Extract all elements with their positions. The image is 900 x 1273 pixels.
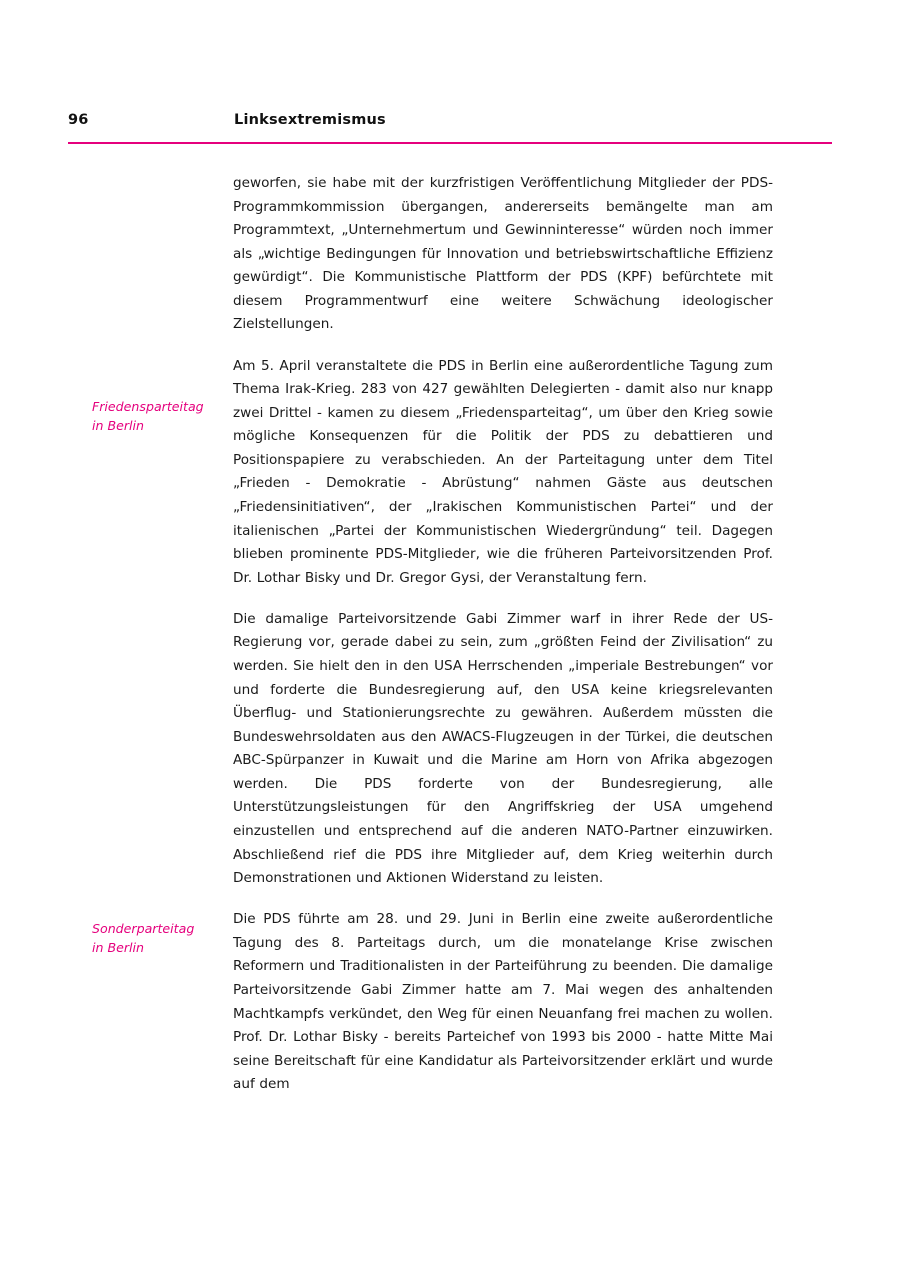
page-header — [68, 112, 832, 144]
body-paragraph: geworfen, sie habe mit der kurzfristigen Veröffentlichung Mitglieder der PDS-Programmkommission übergangen, andererseits bemängelte man am Programmtext, „Unternehmertum und Gewinninteresse“ würden noch immer als „wichtige Bedingungen für Innovation und betriebswirtschaftliche Effizienz gewürdigt“. Die Kommunistische Plattform der PDS (KPF) befürchtete mit diesem Programmentwurf eine weitere Schwächung ideologischer Zielstellungen. — [233, 175, 773, 333]
body-text-column — [233, 172, 773, 1097]
margin-note-friedensparteitag: Friedensparteitag in Berlin — [92, 399, 204, 434]
body-paragraph: Die damalige Parteivorsitzende Gabi Zimmer warf in ihrer Rede der US-Regierung vor, gerade dabei zu sein, zum „größten Feind der Zivilisation“ zu werden. Sie hielt den in den USA Herrschenden „imperiale Bestrebungen“ vor und forderte die Bundesregierung auf, den USA keine kriegsrelevanten Überflug- und Stationierungsrechte zu gewähren. Außerdem müssten die Bundeswehrsoldaten aus den AWACS-Flugzeugen in der Türkei, die deutschen ABC-Spürpanzer in Kuwait und die Marine am Horn von Afrika abgezogen werden. Die PDS forderte von der Bundesregierung, alle Unterstützungsleistungen für den Angriffskrieg der USA umgehend einzustellen und entsprechend auf die anderen NATO-Partner einzuwirken. Abschließend rief die PDS ihre Mitglieder auf, dem Krieg weiterhin durch Demonstrationen und Aktionen Widerstand zu leisten. — [233, 610, 773, 887]
page-number: 96 — [68, 112, 89, 128]
margin-note-sonderparteitag: Sonderparteitag in Berlin — [92, 921, 195, 956]
running-head-title: Linksextremismus — [234, 112, 386, 128]
body-paragraph: Am 5. April veranstaltete die PDS in Berlin eine außerordentliche Tagung zum Thema Irak-Krieg. 283 von 427 gewählten Delegierten - damit also nur knapp zwei Drittel - kamen zu diesem „Friedensparteitag“, um über den Krieg sowie mögliche Konsequenzen für die Politik der PDS zu debattieren und Positionspapiere zu verabschieden. An der Parteitagung unter dem Titel „Frieden - Demokratie - Abrüstung“ nahmen Gäste aus deutschen „Friedensinitiativen“, der „Irakischen Kommunistischen Partei“ und der italienischen „Partei der Kommunistischen Wiedergründung“ teil. Dagegen blieben prominente PDS-Mitglieder, wie die früheren Parteivorsitzenden Prof. Dr. Lothar Bisky und Dr. Gregor Gysi, der Veranstaltung fern. — [233, 357, 773, 586]
body-paragraph: Die PDS führte am 28. und 29. Juni in Berlin eine zweite außerordentliche Tagung des 8. Parteitags durch, um die monatelange Krise zwischen Reformern und Traditionalisten in der Parteiführung zu beenden. Die damalige Parteivorsitzende Gabi Zimmer hatte am 7. Mai wegen des anhaltenden Machtkampfs verkündet, den Weg für einen Neuanfang frei machen zu wollen. Prof. Dr. Lothar Bisky - bereits Parteichef von 1993 bis 2000 - hatte Mitte Mai seine Bereitschaft für eine Kandidatur als Parteivorsitzender erklärt und wurde auf dem — [233, 911, 773, 1093]
header-divider — [68, 142, 832, 144]
